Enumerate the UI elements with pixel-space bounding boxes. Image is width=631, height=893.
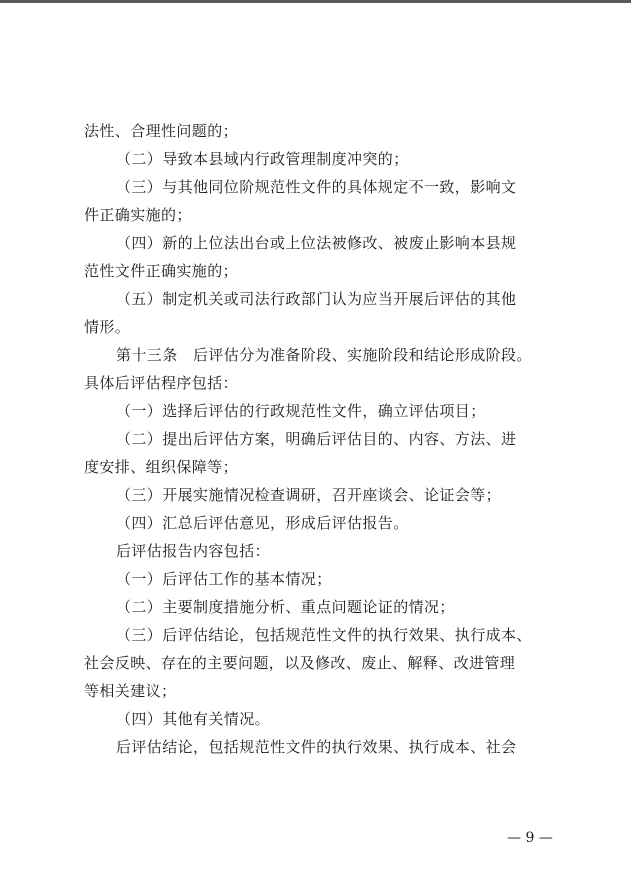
page-number: — 9 — (507, 830, 553, 846)
text-line: （二）主要制度措施分析、重点问题论证的情况； (116, 598, 455, 616)
paragraph (84, 509, 554, 537)
text-line: （三）与其他同位阶规范性文件的具体规定不一致，影响文 (116, 178, 517, 196)
text-line: 后评估结论，包括规范性文件的执行效果、执行成本、社会 (116, 738, 517, 756)
paragraph (84, 173, 554, 229)
text-line: （三）开展实施情况检查调研，召开座谈会、论证会等； (116, 486, 502, 504)
paragraph (84, 537, 554, 565)
paragraph (84, 705, 554, 733)
text-line: （三）后评估结论，包括规范性文件的执行效果、执行成本、 (116, 626, 532, 644)
paragraph (84, 565, 554, 593)
text-line: （二）提出后评估方案，明确后评估目的、内容、方法、进 (116, 430, 517, 448)
text-line: 社会反映、存在的主要问题，以及修改、废止、解释、改进管理 (84, 654, 516, 672)
text-line: （一）后评估工作的基本情况； (116, 570, 332, 588)
text-line: （五）制定机关或司法行政部门认为应当开展后评估的其他 (116, 290, 517, 308)
text-line: 第十三条 后评估分为准备阶段、实施阶段和结论形成阶段。 (116, 346, 532, 364)
text-line: （四）其他有关情况。 (116, 710, 271, 728)
text-line: 范性文件正确实施的； (84, 262, 239, 280)
top-border-rule (0, 0, 631, 3)
paragraph (84, 229, 554, 285)
text-line: （四）新的上位法出台或上位法被修改、被废止影响本县规 (116, 234, 517, 252)
text-line: 具体后评估程序包括： (84, 374, 239, 392)
paragraph (84, 341, 554, 397)
paragraph (84, 733, 554, 761)
paragraph (84, 593, 554, 621)
paragraph (84, 285, 554, 341)
text-line: （四）汇总后评估意见，形成后评估报告。 (116, 514, 409, 532)
document-body (84, 117, 554, 761)
paragraph (84, 397, 554, 425)
text-line: 情形。 (84, 318, 131, 336)
text-line: 法性、合理性问题的； (84, 122, 239, 140)
text-line: 度安排、组织保障等； (84, 458, 239, 476)
paragraph (84, 481, 554, 509)
text-line: 等相关建议； (84, 682, 177, 700)
text-line: （一）选择后评估的行政规范性文件，确立评估项目； (116, 402, 486, 420)
paragraph (84, 621, 554, 705)
paragraph (84, 117, 554, 145)
text-line: 后评估报告内容包括： (116, 542, 271, 560)
paragraph (84, 425, 554, 481)
paragraph (84, 145, 554, 173)
text-line: 件正确实施的； (84, 206, 192, 224)
text-line: （二）导致本县域内行政管理制度冲突的； (116, 150, 409, 168)
